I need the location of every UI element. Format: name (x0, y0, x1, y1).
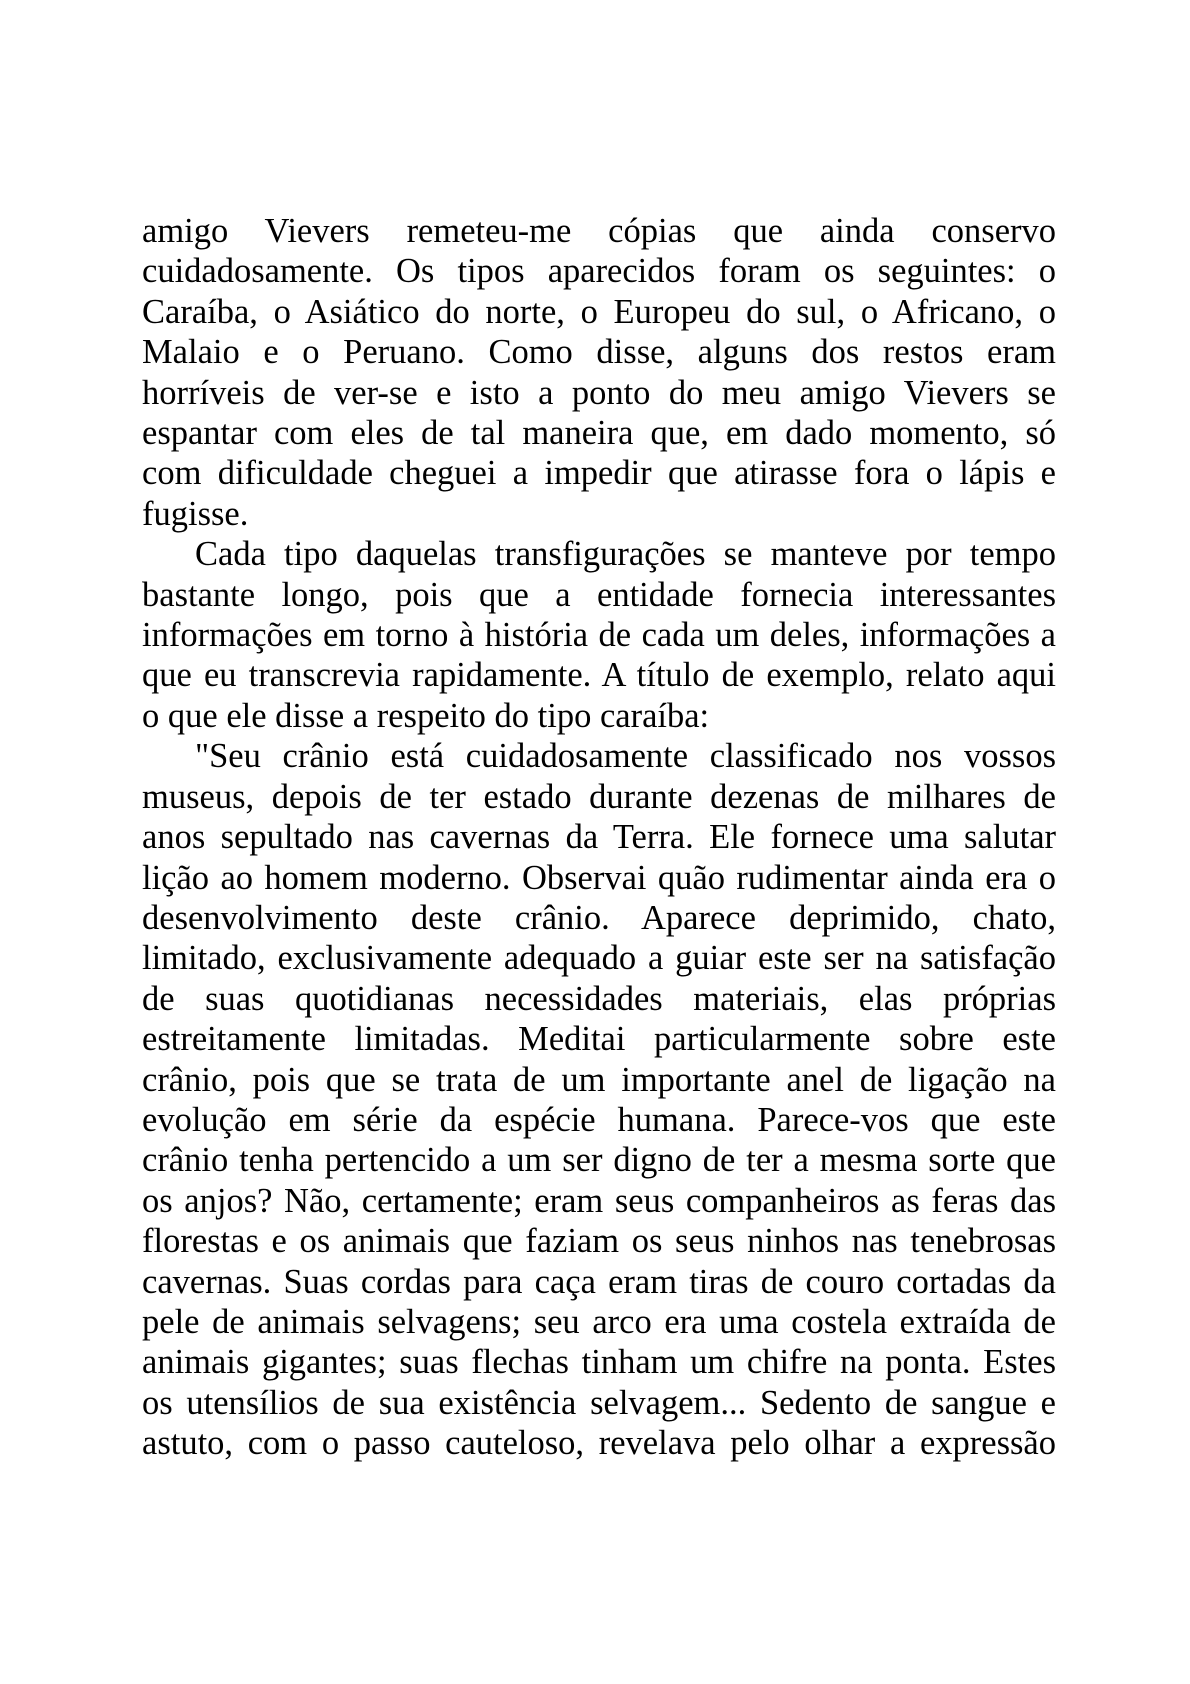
text-line: cavernas. Suas cordas para caça eram tiras de couro cortadas da (142, 1262, 1056, 1301)
text-line: pele de animais selvagens; seu arco era uma costela extraída de (142, 1302, 1056, 1341)
text-line: astuto, com o passo cauteloso, revelava pelo olhar a expressão (142, 1424, 1056, 1463)
text-line: estreitamente limitadas. Meditai particularmente sobre este (142, 1020, 1056, 1059)
text-line: "Seu crânio está cuidadosamente classificado nos vossos (195, 737, 1056, 776)
text-line: de suas quotidianas necessidades materiais, elas próprias (142, 979, 1056, 1018)
text-line: os anjos? Não, certamente; eram seus companheiros as feras das (142, 1181, 1056, 1220)
text-line: florestas e os animais que faziam os seus ninhos nas tenebrosas (142, 1222, 1056, 1261)
text-line: crânio, pois que se trata de um importante anel de ligação na (142, 1060, 1056, 1099)
paragraph-1 (142, 211, 1056, 534)
text-line: animais gigantes; suas flechas tinham um chifre na ponta. Estes (142, 1343, 1056, 1382)
text-line: limitado, exclusivamente adequado a guiar este ser na satisfação (142, 939, 1056, 978)
text-line: horríveis de ver-se e isto a ponto do meu amigo Vievers se (142, 373, 1056, 412)
text-line: Malaio e o Peruano. Como disse, alguns dos restos eram (142, 333, 1056, 372)
paragraph-2 (142, 534, 1056, 736)
text-line: o que ele disse a respeito do tipo caraíba: (142, 696, 710, 735)
text-line: Caraíba, o Asiático do norte, o Europeu do sul, o Africano, o (142, 292, 1056, 331)
text-line: museus, depois de ter estado durante dezenas de milhares de (142, 777, 1056, 816)
text-line: os utensílios de sua existência selvagem... Sedento de sangue e (142, 1383, 1056, 1422)
text-line: lição ao homem moderno. Observai quão rudimentar ainda era o (142, 858, 1056, 897)
text-line: desenvolvimento deste crânio. Aparece deprimido, chato, (142, 898, 1056, 937)
document-page (142, 211, 1056, 1464)
text-line: informações em torno à história de cada um deles, informações a (142, 616, 1056, 655)
text-line: cuidadosamente. Os tipos aparecidos foram os seguintes: o (142, 252, 1056, 291)
text-line: evolução em série da espécie humana. Parece-vos que este (142, 1100, 1056, 1139)
text-line: Cada tipo daquelas transfigurações se manteve por tempo (195, 535, 1056, 574)
text-line: anos sepultado nas cavernas da Terra. Ele fornece uma salutar (142, 818, 1056, 857)
text-line: espantar com eles de tal maneira que, em dado momento, só (142, 414, 1056, 453)
text-line: que eu transcrevia rapidamente. A título de exemplo, relato aqui (142, 656, 1056, 695)
text-line: com dificuldade cheguei a impedir que atirasse fora o lápis e (142, 454, 1056, 493)
text-line: bastante longo, pois que a entidade fornecia interessantes (142, 575, 1056, 614)
paragraph-3 (142, 736, 1056, 1463)
text-line: crânio tenha pertencido a um ser digno de ter a mesma sorte que (142, 1141, 1056, 1180)
text-line: fugisse. (142, 494, 249, 533)
text-line: amigo Vievers remeteu-me cópias que ainda conservo (142, 212, 1056, 250)
